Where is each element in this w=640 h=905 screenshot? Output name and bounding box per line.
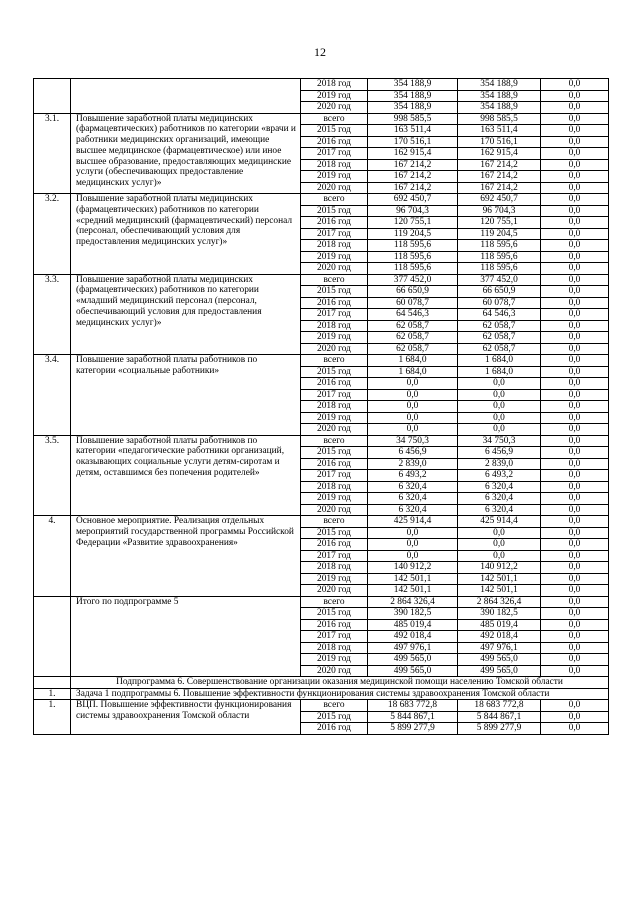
regional-budget-cell: 167 214,2 (458, 171, 541, 183)
regional-budget-cell: 163 511,4 (458, 125, 541, 137)
total-amount-cell: 64 546,3 (368, 309, 458, 321)
total-amount-cell: 0,0 (368, 401, 458, 413)
item-description: Повышение заработной платы работников по категории «социальные работники» (71, 355, 301, 436)
page-number: 12 (314, 45, 326, 59)
regional-budget-cell: 118 595,6 (458, 251, 541, 263)
other-sources-cell: 0,0 (541, 723, 609, 735)
item-description: Итого по подпрограмме 5 (71, 596, 301, 677)
period-cell: 2016 год (301, 619, 368, 631)
total-amount-cell: 0,0 (368, 389, 458, 401)
regional-budget-cell: 0,0 (458, 412, 541, 424)
item-number: 3.3. (34, 274, 71, 355)
other-sources-cell: 0,0 (541, 366, 609, 378)
item-number: 3.2. (34, 194, 71, 275)
period-cell: 2017 год (301, 228, 368, 240)
period-cell: 2015 год (301, 527, 368, 539)
table-row (34, 79, 609, 91)
other-sources-cell: 0,0 (541, 493, 609, 505)
period-cell: всего (301, 194, 368, 206)
period-cell: всего (301, 516, 368, 528)
total-amount-cell: 162 915,4 (368, 148, 458, 160)
other-sources-cell: 0,0 (541, 654, 609, 666)
item-number (34, 79, 71, 114)
period-cell: всего (301, 435, 368, 447)
total-amount-cell: 167 214,2 (368, 159, 458, 171)
total-amount-cell: 1 684,0 (368, 355, 458, 367)
other-sources-cell: 0,0 (541, 320, 609, 332)
regional-budget-cell: 6 320,4 (458, 481, 541, 493)
total-amount-cell: 6 320,4 (368, 504, 458, 516)
total-amount-cell: 167 214,2 (368, 182, 458, 194)
other-sources-cell: 0,0 (541, 619, 609, 631)
regional-budget-cell: 0,0 (458, 378, 541, 390)
other-sources-cell: 0,0 (541, 274, 609, 286)
total-amount-cell: 34 750,3 (368, 435, 458, 447)
period-cell: 2015 год (301, 125, 368, 137)
period-cell: всего (301, 355, 368, 367)
period-cell: 2016 год (301, 723, 368, 735)
subprogram-title: Подпрограмма 6. Совершенствование организации оказания медицинской помощи населению Томской области (71, 677, 609, 689)
item-number: 3.4. (34, 355, 71, 436)
budget-table (33, 78, 609, 735)
other-sources-cell: 0,0 (541, 228, 609, 240)
total-amount-cell: 425 914,4 (368, 516, 458, 528)
other-sources-cell: 0,0 (541, 447, 609, 459)
period-cell: 2016 год (301, 217, 368, 229)
period-cell: 2020 год (301, 343, 368, 355)
regional-budget-cell: 354 188,9 (458, 102, 541, 114)
regional-budget-cell: 492 018,4 (458, 631, 541, 643)
total-amount-cell: 6 320,4 (368, 493, 458, 505)
regional-budget-cell: 1 684,0 (458, 355, 541, 367)
regional-budget-cell: 66 650,9 (458, 286, 541, 298)
period-cell: 2020 год (301, 585, 368, 597)
period-cell: 2017 год (301, 389, 368, 401)
regional-budget-cell: 6 456,9 (458, 447, 541, 459)
regional-budget-cell: 119 204,5 (458, 228, 541, 240)
other-sources-cell: 0,0 (541, 378, 609, 390)
total-amount-cell: 0,0 (368, 539, 458, 551)
period-cell: 2017 год (301, 631, 368, 643)
other-sources-cell: 0,0 (541, 573, 609, 585)
regional-budget-cell: 140 912,2 (458, 562, 541, 574)
regional-budget-cell: 118 595,6 (458, 263, 541, 275)
total-amount-cell: 354 188,9 (368, 90, 458, 102)
regional-budget-cell: 96 704,3 (458, 205, 541, 217)
other-sources-cell: 0,0 (541, 136, 609, 148)
regional-budget-cell: 497 976,1 (458, 642, 541, 654)
item-description: ВЦП. Повышение эффективности функционирования системы здравоохранения Томской области (71, 700, 301, 735)
period-cell: 2020 год (301, 182, 368, 194)
regional-budget-cell: 120 755,1 (458, 217, 541, 229)
other-sources-cell: 0,0 (541, 263, 609, 275)
regional-budget-cell: 377 452,0 (458, 274, 541, 286)
regional-budget-cell: 64 546,3 (458, 309, 541, 321)
regional-budget-cell: 118 595,6 (458, 240, 541, 252)
regional-budget-cell: 142 501,1 (458, 585, 541, 597)
period-cell: 2015 год (301, 711, 368, 723)
item-description: Повышение заработной платы медицинских (фармацевтических) работников по категории «средний медицинский (фармацевтический) персонал (персонал, обеспечивающий условия для предоставления медицинских услуг)» (71, 194, 301, 275)
period-cell: 2019 год (301, 573, 368, 585)
total-amount-cell: 390 182,5 (368, 608, 458, 620)
other-sources-cell: 0,0 (541, 608, 609, 620)
total-amount-cell: 118 595,6 (368, 263, 458, 275)
regional-budget-cell: 425 914,4 (458, 516, 541, 528)
section-row (34, 677, 609, 689)
item-description: Повышение заработной платы медицинских (фармацевтических) работников по категории «врачи и работники медицинских организаций, имеющие высшее медицинское (фармацевтическое) или иное высшее образование, предоставляющих медицинские услуги (обеспечивающих предоставление медицинских услуг)» (71, 113, 301, 194)
total-amount-cell: 60 078,7 (368, 297, 458, 309)
other-sources-cell: 0,0 (541, 251, 609, 263)
table-row (34, 113, 609, 125)
period-cell: 2019 год (301, 493, 368, 505)
total-amount-cell: 119 204,5 (368, 228, 458, 240)
other-sources-cell: 0,0 (541, 159, 609, 171)
item-number: 3.5. (34, 435, 71, 516)
period-cell: 2018 год (301, 642, 368, 654)
total-amount-cell: 142 501,1 (368, 573, 458, 585)
period-cell: 2019 год (301, 90, 368, 102)
other-sources-cell: 0,0 (541, 458, 609, 470)
other-sources-cell: 0,0 (541, 711, 609, 723)
other-sources-cell: 0,0 (541, 297, 609, 309)
regional-budget-cell: 62 058,7 (458, 332, 541, 344)
total-amount-cell: 140 912,2 (368, 562, 458, 574)
total-amount-cell: 62 058,7 (368, 343, 458, 355)
total-amount-cell: 2 864 326,4 (368, 596, 458, 608)
period-cell: 2015 год (301, 447, 368, 459)
period-cell: 2018 год (301, 320, 368, 332)
other-sources-cell: 0,0 (541, 562, 609, 574)
total-amount-cell: 170 516,1 (368, 136, 458, 148)
table-row (34, 700, 609, 712)
other-sources-cell: 0,0 (541, 171, 609, 183)
regional-budget-cell: 2 864 326,4 (458, 596, 541, 608)
total-amount-cell: 96 704,3 (368, 205, 458, 217)
other-sources-cell: 0,0 (541, 516, 609, 528)
other-sources-cell: 0,0 (541, 355, 609, 367)
total-amount-cell: 1 684,0 (368, 366, 458, 378)
total-amount-cell: 18 683 772,8 (368, 700, 458, 712)
regional-budget-cell: 6 493,2 (458, 470, 541, 482)
period-cell: 2019 год (301, 251, 368, 263)
period-cell: 2016 год (301, 136, 368, 148)
total-amount-cell: 354 188,9 (368, 102, 458, 114)
other-sources-cell: 0,0 (541, 585, 609, 597)
item-number: 4. (34, 516, 71, 597)
period-cell: 2015 год (301, 205, 368, 217)
period-cell: 2017 год (301, 550, 368, 562)
other-sources-cell: 0,0 (541, 79, 609, 91)
period-cell: всего (301, 700, 368, 712)
total-amount-cell: 118 595,6 (368, 251, 458, 263)
total-amount-cell: 497 976,1 (368, 642, 458, 654)
regional-budget-cell: 692 450,7 (458, 194, 541, 206)
other-sources-cell: 0,0 (541, 125, 609, 137)
regional-budget-cell: 18 683 772,8 (458, 700, 541, 712)
period-cell: 2016 год (301, 458, 368, 470)
total-amount-cell: 499 565,0 (368, 654, 458, 666)
other-sources-cell: 0,0 (541, 424, 609, 436)
total-amount-cell: 0,0 (368, 550, 458, 562)
period-cell: 2019 год (301, 654, 368, 666)
total-amount-cell: 692 450,7 (368, 194, 458, 206)
other-sources-cell: 0,0 (541, 205, 609, 217)
other-sources-cell: 0,0 (541, 550, 609, 562)
other-sources-cell: 0,0 (541, 527, 609, 539)
regional-budget-cell: 6 320,4 (458, 504, 541, 516)
total-amount-cell: 6 456,9 (368, 447, 458, 459)
other-sources-cell: 0,0 (541, 389, 609, 401)
total-amount-cell: 492 018,4 (368, 631, 458, 643)
regional-budget-cell: 485 019,4 (458, 619, 541, 631)
table-row (34, 596, 609, 608)
total-amount-cell: 2 839,0 (368, 458, 458, 470)
regional-budget-cell: 499 565,0 (458, 665, 541, 677)
item-description: Повышение заработной платы медицинских (фармацевтических) работников по категории «младший медицинский персонал (персонал, обеспечивающий условия для предоставления медицинских услуг)» (71, 274, 301, 355)
period-cell: 2017 год (301, 470, 368, 482)
regional-budget-cell: 5 899 277,9 (458, 723, 541, 735)
period-cell: 2017 год (301, 309, 368, 321)
other-sources-cell: 0,0 (541, 194, 609, 206)
period-cell: 2020 год (301, 504, 368, 516)
total-amount-cell: 5 899 277,9 (368, 723, 458, 735)
table-row (34, 516, 609, 528)
other-sources-cell: 0,0 (541, 470, 609, 482)
period-cell: 2019 год (301, 332, 368, 344)
regional-budget-cell: 0,0 (458, 424, 541, 436)
regional-budget-cell: 354 188,9 (458, 90, 541, 102)
total-amount-cell: 167 214,2 (368, 171, 458, 183)
total-amount-cell: 6 320,4 (368, 481, 458, 493)
regional-budget-cell: 499 565,0 (458, 654, 541, 666)
period-cell: 2020 год (301, 102, 368, 114)
regional-budget-cell: 0,0 (458, 401, 541, 413)
task-number: 1. (34, 688, 71, 700)
period-cell: 2018 год (301, 159, 368, 171)
item-number: 1. (34, 700, 71, 735)
regional-budget-cell: 167 214,2 (458, 159, 541, 171)
table-row (34, 274, 609, 286)
item-number (34, 596, 71, 677)
item-description: Основное мероприятие. Реализация отдельных мероприятий государственной программы Российской Федерации «Развитие здравоохранения» (71, 516, 301, 597)
other-sources-cell: 0,0 (541, 240, 609, 252)
period-cell: 2016 год (301, 297, 368, 309)
other-sources-cell: 0,0 (541, 642, 609, 654)
period-cell: 2018 год (301, 562, 368, 574)
regional-budget-cell: 142 501,1 (458, 573, 541, 585)
table-row (34, 194, 609, 206)
total-amount-cell: 142 501,1 (368, 585, 458, 597)
regional-budget-cell: 34 750,3 (458, 435, 541, 447)
period-cell: 2015 год (301, 366, 368, 378)
period-cell: 2016 год (301, 539, 368, 551)
regional-budget-cell: 167 214,2 (458, 182, 541, 194)
total-amount-cell: 0,0 (368, 424, 458, 436)
regional-budget-cell: 60 078,7 (458, 297, 541, 309)
other-sources-cell: 0,0 (541, 596, 609, 608)
total-amount-cell: 377 452,0 (368, 274, 458, 286)
regional-budget-cell: 2 839,0 (458, 458, 541, 470)
other-sources-cell: 0,0 (541, 148, 609, 160)
other-sources-cell: 0,0 (541, 401, 609, 413)
regional-budget-cell: 5 844 867,1 (458, 711, 541, 723)
other-sources-cell: 0,0 (541, 102, 609, 114)
total-amount-cell: 0,0 (368, 527, 458, 539)
regional-budget-cell: 170 516,1 (458, 136, 541, 148)
regional-budget-cell: 354 188,9 (458, 79, 541, 91)
period-cell: 2018 год (301, 79, 368, 91)
other-sources-cell: 0,0 (541, 113, 609, 125)
section-row-empty (34, 677, 71, 689)
period-cell: 2015 год (301, 286, 368, 298)
period-cell: 2020 год (301, 665, 368, 677)
total-amount-cell: 0,0 (368, 378, 458, 390)
regional-budget-cell: 390 182,5 (458, 608, 541, 620)
regional-budget-cell: 162 915,4 (458, 148, 541, 160)
period-cell: 2019 год (301, 412, 368, 424)
other-sources-cell: 0,0 (541, 539, 609, 551)
other-sources-cell: 0,0 (541, 435, 609, 447)
other-sources-cell: 0,0 (541, 412, 609, 424)
regional-budget-cell: 62 058,7 (458, 343, 541, 355)
task-title: Задача 1 подпрограммы 6. Повышение эффективности функционирования системы здравоохранения Томской области (71, 688, 609, 700)
period-cell: 2020 год (301, 424, 368, 436)
other-sources-cell: 0,0 (541, 182, 609, 194)
regional-budget-cell: 998 585,5 (458, 113, 541, 125)
regional-budget-cell: 0,0 (458, 539, 541, 551)
total-amount-cell: 485 019,4 (368, 619, 458, 631)
period-cell: 2015 год (301, 608, 368, 620)
other-sources-cell: 0,0 (541, 665, 609, 677)
other-sources-cell: 0,0 (541, 332, 609, 344)
period-cell: 2016 год (301, 378, 368, 390)
period-cell: 2018 год (301, 401, 368, 413)
total-amount-cell: 118 595,6 (368, 240, 458, 252)
other-sources-cell: 0,0 (541, 343, 609, 355)
total-amount-cell: 0,0 (368, 412, 458, 424)
total-amount-cell: 499 565,0 (368, 665, 458, 677)
period-cell: 2018 год (301, 481, 368, 493)
total-amount-cell: 62 058,7 (368, 320, 458, 332)
other-sources-cell: 0,0 (541, 286, 609, 298)
period-cell: 2017 год (301, 148, 368, 160)
period-cell: 2018 год (301, 240, 368, 252)
total-amount-cell: 5 844 867,1 (368, 711, 458, 723)
regional-budget-cell: 0,0 (458, 527, 541, 539)
regional-budget-cell: 6 320,4 (458, 493, 541, 505)
total-amount-cell: 354 188,9 (368, 79, 458, 91)
period-cell: всего (301, 274, 368, 286)
period-cell: 2020 год (301, 263, 368, 275)
regional-budget-cell: 1 684,0 (458, 366, 541, 378)
other-sources-cell: 0,0 (541, 481, 609, 493)
task-row (34, 688, 609, 700)
other-sources-cell: 0,0 (541, 217, 609, 229)
table-row (34, 355, 609, 367)
period-cell: всего (301, 596, 368, 608)
other-sources-cell: 0,0 (541, 700, 609, 712)
total-amount-cell: 66 650,9 (368, 286, 458, 298)
other-sources-cell: 0,0 (541, 309, 609, 321)
total-amount-cell: 120 755,1 (368, 217, 458, 229)
total-amount-cell: 62 058,7 (368, 332, 458, 344)
regional-budget-cell: 62 058,7 (458, 320, 541, 332)
total-amount-cell: 6 493,2 (368, 470, 458, 482)
regional-budget-cell: 0,0 (458, 550, 541, 562)
other-sources-cell: 0,0 (541, 90, 609, 102)
table-row (34, 435, 609, 447)
period-cell: 2019 год (301, 171, 368, 183)
total-amount-cell: 163 511,4 (368, 125, 458, 137)
total-amount-cell: 998 585,5 (368, 113, 458, 125)
other-sources-cell: 0,0 (541, 504, 609, 516)
item-description: Повышение заработной платы работников по категории «педагогические работники организаций, оказывающих социальные услуги детям-сиротам и детям, оставшимся без попечения родителей» (71, 435, 301, 516)
period-cell: всего (301, 113, 368, 125)
item-description (71, 79, 301, 114)
regional-budget-cell: 0,0 (458, 389, 541, 401)
other-sources-cell: 0,0 (541, 631, 609, 643)
item-number: 3.1. (34, 113, 71, 194)
